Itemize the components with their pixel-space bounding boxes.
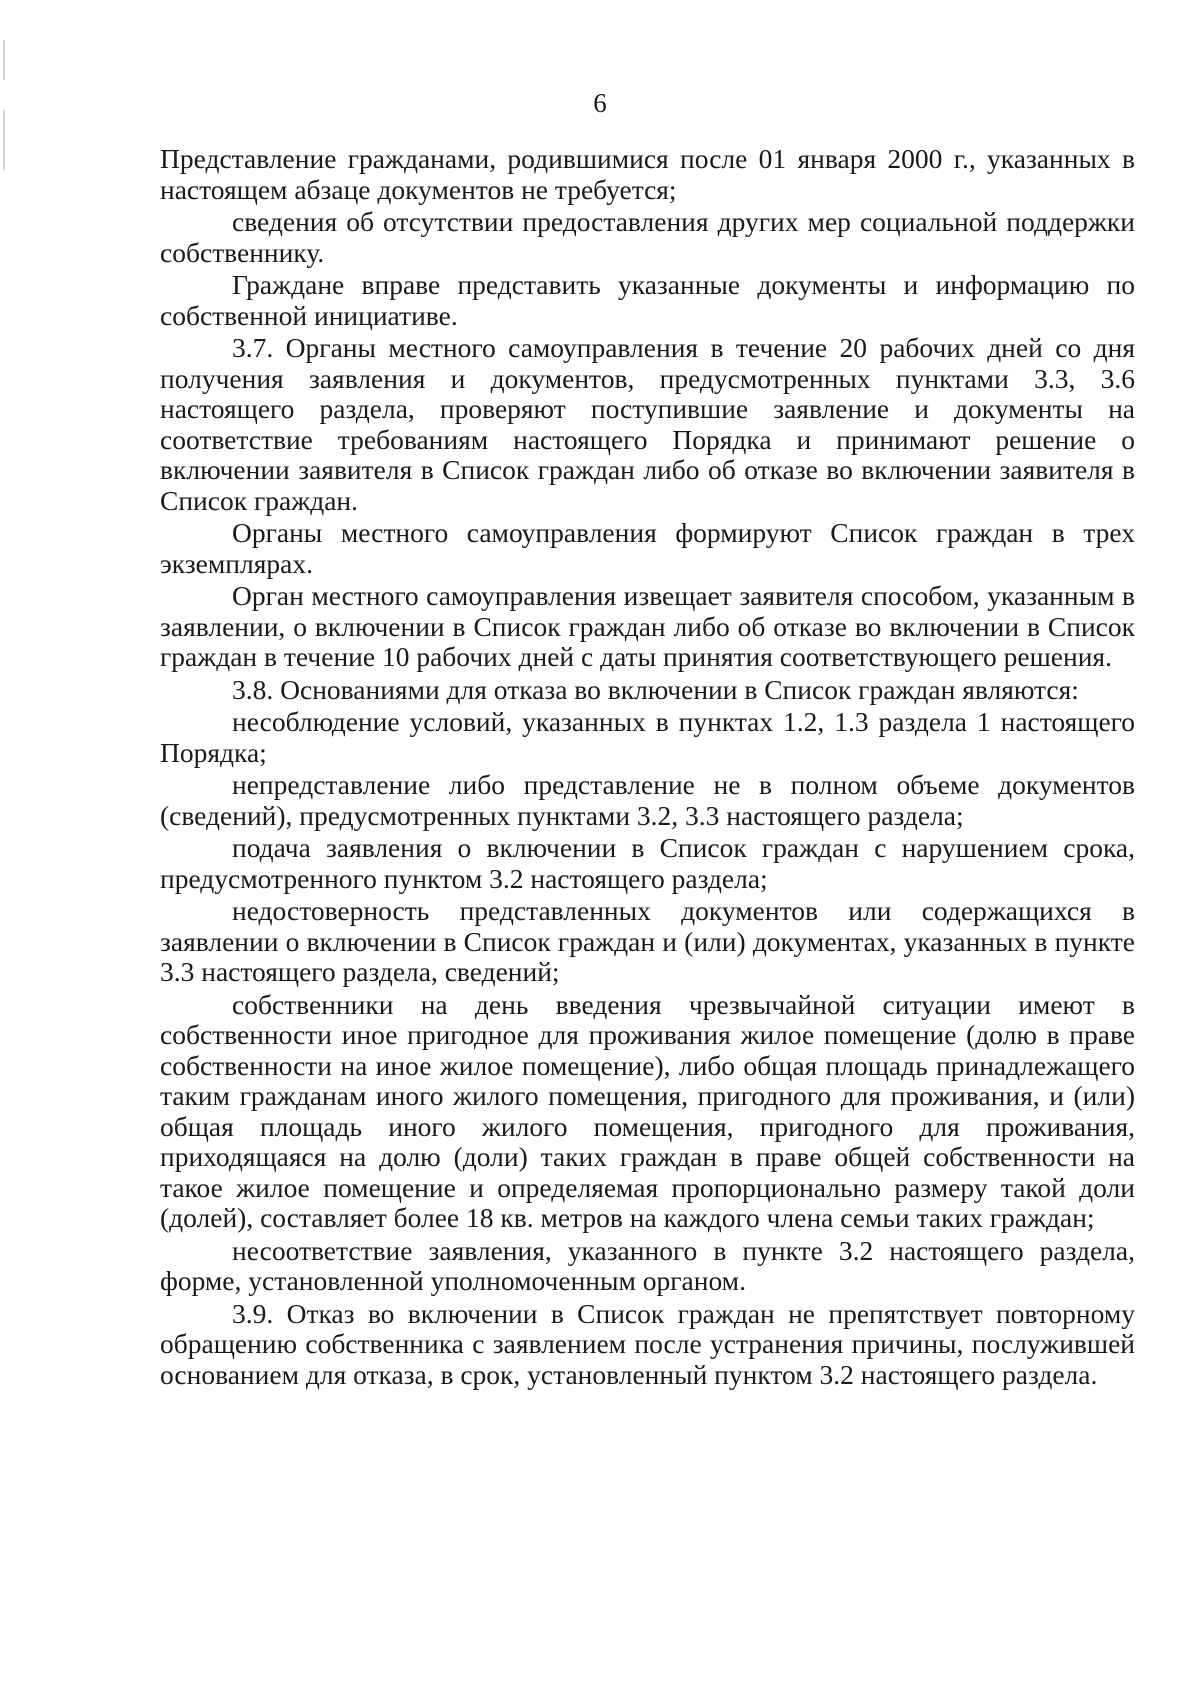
list-item-reason: собственники на день введения чрезвычайной ситуации имеют в собственности иное пригодное для проживания жилое помещение (долю в праве собственности на иное жилое помещение), либо общая площадь принадлежащего таким гражданам иного жилого помещения, пригодного для проживания, и (или) общая площадь иного жилого помещения, пригодного для проживания, приходящаяся на долю (доли) таких граждан в праве общей собственности на такое жилое помещение и определяемая пропорционально размеру такой доли (долей), составляет более 18 кв. метров на каждого члена семьи таких граждан; — [160, 988, 1135, 1233]
list-item-reason: непредставление либо представление не в полном объеме документов (сведений), предусмотренных пунктами 3.2, 3.3 настоящего раздела; — [160, 769, 1135, 831]
paragraph-3-9: 3.9. Отказ во включении в Список граждан не препятствует повторному обращению собственника с заявлением после устранения причины, послужившей основанием для отказа, в срок, установленный пунктом 3.2 настоящего раздела. — [160, 1297, 1135, 1390]
list-item-reason: подача заявления о включении в Список граждан с нарушением срока, предусмотренного пунктом 3.2 настоящего раздела; — [160, 832, 1135, 894]
paragraph: Представление гражданами, родившимися после 01 января 2000 г., указанных в настоящем абзаце документов не требуется; — [160, 143, 1135, 205]
paragraph-3-8: 3.8. Основаниями для отказа во включении в Список граждан являются: — [232, 673, 1079, 705]
paragraph: Органы местного самоуправления формируют Список граждан в трех экземплярах. — [160, 517, 1135, 579]
list-item-reason: недостоверность представленных документов или содержащихся в заявлении о включении в Список граждан и (или) документах, указанных в пункте 3.3 настоящего раздела, сведений; — [160, 895, 1135, 987]
document-body — [160, 144, 1135, 1392]
paragraph: сведения об отсутствии предоставления других мер социальной поддержки собственнику. — [160, 206, 1135, 268]
page-number: 6 — [593, 88, 607, 118]
paragraph: Граждане вправе представить указанные документы и информацию по собственной инициативе. — [160, 269, 1135, 331]
scan-edge-mark — [3, 40, 5, 80]
list-item-reason: несоблюдение условий, указанных в пунктах 1.2, 1.3 раздела 1 настоящего Порядка; — [160, 706, 1135, 768]
list-item-reason: несоответствие заявления, указанного в пункте 3.2 настоящего раздела, форме, установленной уполномоченным органом. — [160, 1234, 1135, 1296]
paragraph: Орган местного самоуправления извещает заявителя способом, указанным в заявлении, о включении в Список граждан либо об отказе во включении в Список граждан в течение 10 рабочих дней с даты принятия соответствующего решения. — [160, 580, 1135, 672]
scan-edge-mark — [3, 110, 5, 170]
paragraph-3-7: 3.7. Органы местного самоуправления в течение 20 рабочих дней со дня получения заявления и документов, предусмотренных пунктами 3.3, 3.6 настоящего раздела, проверяют поступившие заявление и документы на соответствие требованиям настоящего Порядка и принимают решение о включении заявителя в Список граждан либо об отказе во включении заявителя в Список граждан. — [160, 332, 1135, 516]
